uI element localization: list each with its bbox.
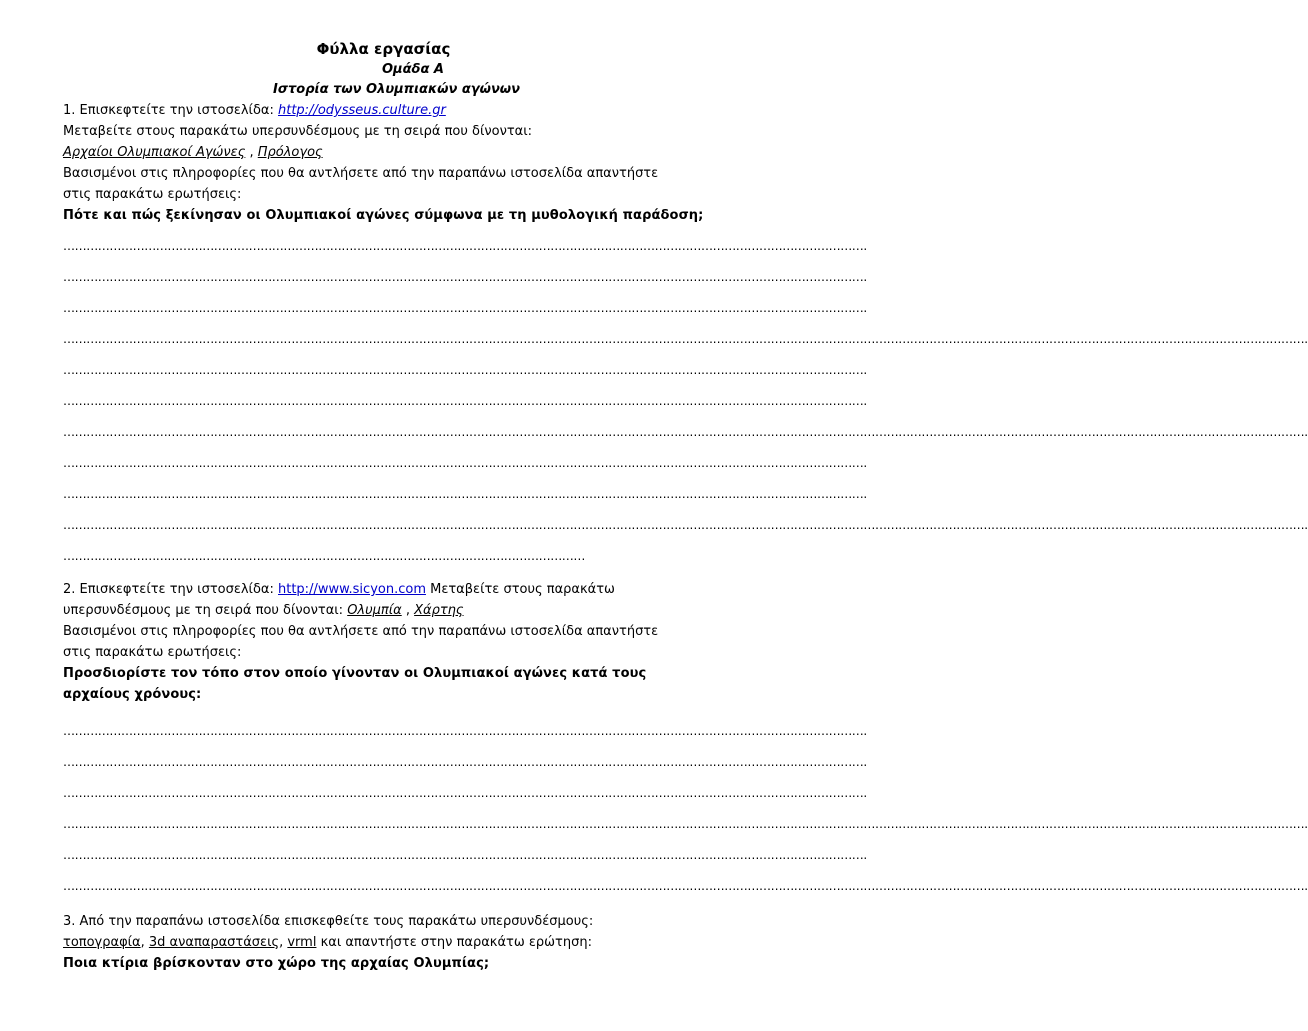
answer-line[interactable]: ………………………………………………………………………………………………………………………………………………………………………………………. xyxy=(63,487,867,501)
answer-line[interactable]: ………………………………………………………………………………………………………………………………………………………………………………………. xyxy=(63,755,867,769)
q2-visit-line xyxy=(63,579,668,600)
answer-line[interactable]: ……………………………………………………………………………………………………………………………………………………………………………………………………………………………………………………………………………………………. xyxy=(63,817,1308,831)
q2-instruction-line1: Βασισμένοι στις πληροφορίες που θα αντλήσετε από την παραπάνω ιστοσελίδα απαντήστε xyxy=(63,624,659,639)
answer-line[interactable]: ……………………………………………………………………………………………………………………… xyxy=(63,549,586,563)
q3-question: Ποια κτίρια βρίσκονταν στο χώρο της αρχαίας Ολυμπίας; xyxy=(63,956,490,971)
q3-comma-2: , xyxy=(279,935,288,950)
q1-answer-area[interactable] xyxy=(63,234,1308,575)
q2-navigate-prefix: υπερσυνδέσμους με τη σειρά που δίνονται: xyxy=(63,603,348,618)
answer-line[interactable]: ………………………………………………………………………………………………………………………………………………………………………………………. xyxy=(63,394,867,408)
q2-question-line2: αρχαίους χρόνους: xyxy=(63,687,202,702)
answer-line[interactable]: ………………………………………………………………………………………………………………………………………………………………………………………. xyxy=(63,270,867,284)
answer-line[interactable]: ……………………………………………………………………………………………………………………………………………………………………………………………………………………………………………………………………………………………. xyxy=(63,425,1308,439)
q1-link-separator: , xyxy=(245,145,258,160)
answer-line[interactable]: ………………………………………………………………………………………………………………………………………………………………………………………. xyxy=(63,848,867,862)
q2-visit-suffix: Μεταβείτε στους παρακάτω xyxy=(425,582,615,597)
answer-line[interactable]: ……………………………………………………………………………………………………………………………………………………………………………………………………………………………………………………………………………………………. xyxy=(63,518,1308,532)
answer-line[interactable]: ………………………………………………………………………………………………………………………………………………………………………………………. xyxy=(63,301,867,315)
q1-visit-line xyxy=(63,100,668,121)
group-label: Ομάδα Α xyxy=(382,62,444,77)
q2-url-link[interactable]: http://www.sicyon.com xyxy=(278,582,426,597)
q1-link-ancient-games[interactable]: Αρχαίοι Ολυμπιακοί Αγώνες xyxy=(63,145,246,160)
q1-instruction-line2: στις παρακάτω ερωτήσεις: xyxy=(63,187,242,202)
answer-line[interactable]: ………………………………………………………………………………………………………………………………………………………………………………………. xyxy=(63,239,867,253)
q2-link-map[interactable]: Χάρτης xyxy=(414,603,464,618)
topic-heading: Ιστορία των Ολυμπιακών αγώνων xyxy=(273,82,520,97)
q1-question: Πότε και πώς ξεκίνησαν οι Ολυμπιακοί αγώνες σύμφωνα με τη μυθολογική παράδοση; xyxy=(63,208,704,223)
q2-instruction-line2: στις παρακάτω ερωτήσεις: xyxy=(63,645,242,660)
q1-link-prologue[interactable]: Πρόλογος xyxy=(257,145,323,160)
q3-comma-1: , xyxy=(140,935,149,950)
q3-link-3d-reconstructions[interactable]: 3d αναπαραστάσεις xyxy=(148,935,280,950)
answer-line[interactable]: ………………………………………………………………………………………………………………………………………………………………………………………. xyxy=(63,456,867,470)
q3-intro: 3. Από την παραπάνω ιστοσελίδα επισκεφθείτε τους παρακάτω υπερσυνδέσμους: xyxy=(63,914,594,929)
answer-line[interactable]: ………………………………………………………………………………………………………………………………………………………………………………………. xyxy=(63,363,867,377)
q2-visit-prefix: 2. Επισκεφτείτε την ιστοσελίδα: xyxy=(63,582,278,597)
q2-link-olympia[interactable]: Ολυμπία xyxy=(347,603,402,618)
q1-navigate-text: Μεταβείτε στους παρακάτω υπερσυνδέσμους με τη σειρά που δίνονται: xyxy=(63,124,533,139)
page-title: Φύλλα εργασίας xyxy=(316,40,451,58)
q2-answer-area[interactable] xyxy=(63,719,1308,905)
answer-line[interactable]: ……………………………………………………………………………………………………………………………………………………………………………………………………………………………………………………………………………………………. xyxy=(63,879,1308,893)
q3-suffix: και απαντήστε στην παρακάτω ερώτηση: xyxy=(316,935,592,950)
q3-link-vrml[interactable]: vrml xyxy=(287,935,317,950)
answer-line[interactable]: ……………………………………………………………………………………………………………………………………………………………………………………………………………………………………………………………………………………………. xyxy=(63,332,1308,346)
q2-navigate-line xyxy=(63,600,668,621)
q1-instruction-line1: Βασισμένοι στις πληροφορίες που θα αντλήσετε από την παραπάνω ιστοσελίδα απαντήστε xyxy=(63,166,659,181)
q3-links-line xyxy=(63,932,668,953)
q2-link-separator: , xyxy=(401,603,415,618)
q1-visit-prefix: 1. Επισκεφτείτε την ιστοσελίδα: xyxy=(63,103,278,118)
q1-url-link[interactable]: http://odysseus.culture.gr xyxy=(278,103,446,118)
q2-question-line1: Προσδιορίστε τον τόπο στον οποίο γίνονταν οι Ολυμπιακοί αγώνες κατά τους xyxy=(63,666,647,681)
answer-line[interactable]: ………………………………………………………………………………………………………………………………………………………………………………………. xyxy=(63,786,867,800)
q1-links-line xyxy=(63,142,668,163)
answer-line[interactable]: ………………………………………………………………………………………………………………………………………………………………………………………. xyxy=(63,724,867,738)
q3-link-topography[interactable]: τοπογραφία xyxy=(63,935,141,950)
